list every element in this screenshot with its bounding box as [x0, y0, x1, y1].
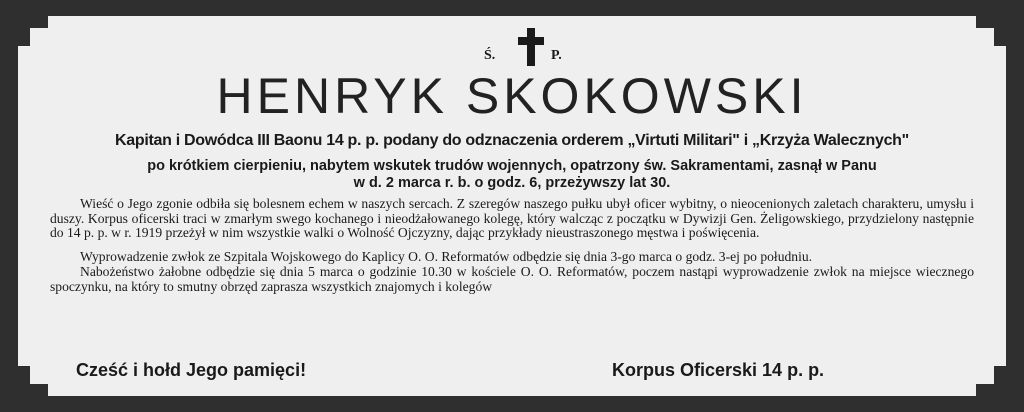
paragraph-tribute: Wieść o Jego zgonie odbiła się bolesnem echem w naszych sercach. Z szeregów naszego pułku ubył oficer wybitny, o nieocenionych zaletach charakteru, umysłu i duszy. Korpus oficerski traci w zmarłym swego kochanego i nieodżałowanego kolegę, który walcząc z początku w Dywizji Gen. Żeligowskiego, przydzielony następnie do 14 p. p. w r. 1919 przeżył w nim wszystkie walki o Wolność Ojczyzny, dając przykłady nieustraszonego męstwa i poświęcenia.	[50, 196, 974, 240]
death-line-2: w d. 2 marca r. b. o godz. 6, przeżywszy lat 30.	[353, 175, 671, 191]
paragraph-funeral-mass: Nabożeństwo żałobne odbędzie się dnia 5 marca o godzinie 10.30 w kościele O. O. Reformatów, poczem nastąpi wyprowadzenie zwłok na miejsce wiecznego spoczynku, na który to smutny obrzęd zaprasza wszystkich znajomych i kolegów	[50, 264, 974, 294]
death-line-1: po krótkiem cierpieniu, nabytem wskutek trudów wojennych, opatrzony św. Sakramentami, zasnął w Panu	[147, 158, 877, 174]
footer-signatory: Korpus Oficerski 14 p. p.	[612, 360, 825, 380]
border-corner-bottom-left	[18, 366, 48, 396]
obituary-notice	[18, 16, 1006, 396]
sp-left-text: Ś.	[484, 48, 496, 63]
latin-cross-icon	[517, 28, 545, 66]
notice-content	[46, 26, 978, 294]
sp-line	[46, 26, 978, 70]
deceased-name: HENRYK SKOKOWSKI	[216, 68, 808, 124]
notice-body	[46, 197, 978, 294]
border-corner-top-right	[976, 16, 1006, 46]
footer-tribute: Cześć i hołd Jego pamięci!	[76, 360, 307, 380]
border-corner-bottom-right	[976, 366, 1006, 396]
border-corner-top-left	[18, 16, 48, 46]
paragraph-procession: Wyprowadzenie zwłok ze Szpitala Wojskowego do Kaplicy O. O. Reformatów odbędzie się dnia 3-go marca o godz. 3-ej po południu.	[80, 248, 813, 264]
rank-line: Kapitan i Dowódca III Baonu 14 p. p. podany do odznaczenia orderem „Virtuti Militari" i „Krzyża Walecznych"	[115, 132, 909, 149]
sp-right-text: P.	[551, 48, 562, 63]
